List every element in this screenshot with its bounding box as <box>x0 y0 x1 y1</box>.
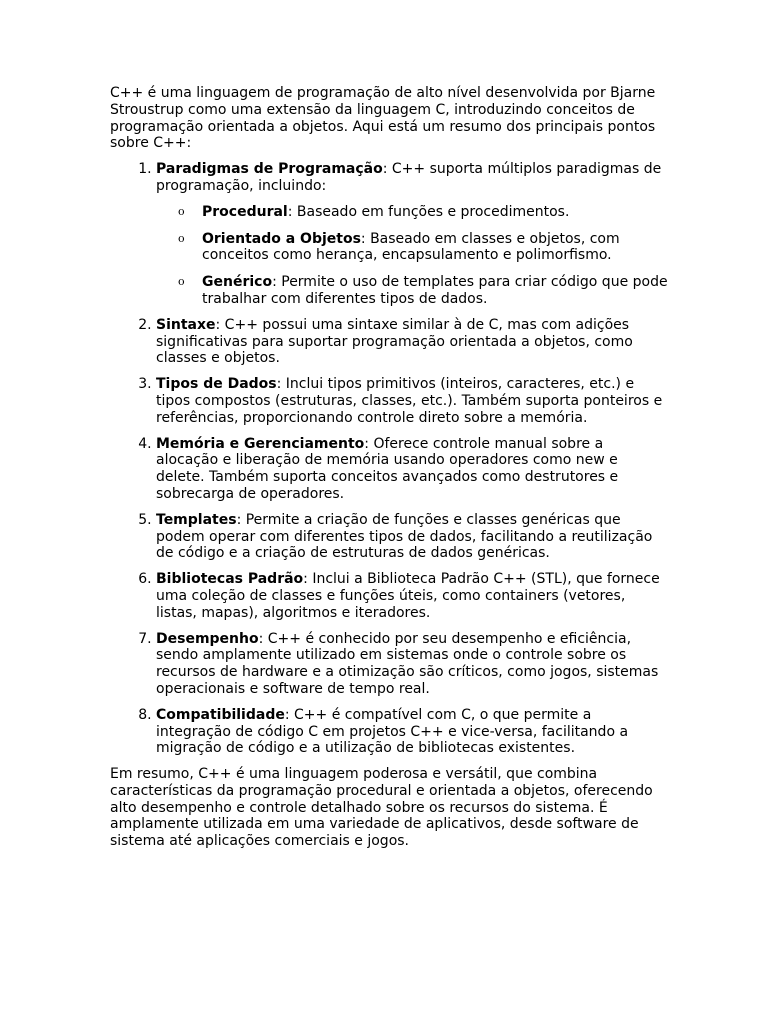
item-text: : Oferece controle manual sobre a alocação e liberação de memória usando operadores como new e delete. Também suporta conceitos avançados como destrutores e sobrecarga de operadores. <box>156 435 619 502</box>
list-item <box>156 161 668 308</box>
list-item <box>156 571 668 621</box>
summary-paragraph: Em resumo, C++ é uma linguagem poderosa e versátil, que combina características da programação procedural e orientada a objetos, oferecendo alto desempenho e controle detalhado sobre os recursos do sistema. É amplamente utilizada em uma variedade de aplicativos, desde software de sistema até aplicações comerciais e jogos. <box>110 766 653 850</box>
item-text: : C++ suporta múltiplos paradigmas de programação, incluindo: <box>156 161 662 194</box>
list-item <box>156 512 668 562</box>
subitem-term: Procedural <box>202 203 288 220</box>
item-term: Tipos de Dados <box>156 376 277 393</box>
sublist-item <box>178 230 668 265</box>
bullet-icon: o <box>178 275 185 289</box>
sublist-item <box>178 203 668 221</box>
sublist-item <box>178 274 668 308</box>
subitem-text: : Permite o uso de templates para criar código que pode trabalhar com diferentes tipos de dados. <box>202 274 668 307</box>
item-term: Desempenho <box>156 630 259 647</box>
subitem-text: : Baseado em funções e procedimentos. <box>287 203 570 220</box>
bullet-icon: o <box>178 231 185 245</box>
topics-list <box>110 161 668 757</box>
item-term: Bibliotecas Padrão <box>156 571 304 588</box>
bullet-icon: o <box>178 204 185 218</box>
list-item <box>156 317 668 367</box>
item-text: : Inclui tipos primitivos (inteiros, caracteres, etc.) e tipos compostos (estruturas, classes, etc.). Também suporta ponteiros e referências, proporcionando controle direto sobre a memória. <box>156 376 663 426</box>
list-item <box>156 631 668 698</box>
item-term: Paradigmas de Programação <box>156 161 383 178</box>
item-text: : C++ possui uma sintaxe similar à de C, mas com adições significativas para suportar programação orientada a objetos, como classes e objetos. <box>156 316 633 367</box>
list-item <box>156 376 668 426</box>
item-text: : Inclui a Biblioteca Padrão C++ (STL), que fornece uma coleção de classes e funções úteis, como containers (vetores, listas, mapas), algoritmos e iteradores. <box>156 571 660 621</box>
item-text: : C++ é compatível com C, o que permite a integração de código C em projetos C++ e vice-versa, facilitando a migração de código e a utilização de bibliotecas existentes. <box>156 706 629 757</box>
item-text: : Permite a criação de funções e classes genéricas que podem operar com diferentes tipos de dados, facilitando a reutilização de código e a criação de estruturas de dados genéricas. <box>156 511 653 562</box>
intro-paragraph: C++ é uma linguagem de programação de alto nível desenvolvida por Bjarne Stroustrup como uma extensão da linguagem C, introduzindo conceitos de programação orientada a objetos. Aqui está um resumo dos principais pontos sobre C++: <box>110 85 656 152</box>
paradigms-sublist <box>156 204 668 308</box>
list-item <box>156 436 668 503</box>
subitem-term: Genérico <box>202 274 273 291</box>
list-item <box>156 707 668 757</box>
item-term: Templates <box>156 511 237 528</box>
item-term: Memória e Gerenciamento <box>156 435 365 452</box>
subitem-term: Orientado a Objetos <box>202 230 361 247</box>
subitem-text: : Baseado em classes e objetos, com conceitos como herança, encapsulamento e polimorfismo. <box>202 230 620 264</box>
item-text: : C++ é conhecido por seu desempenho e eficiência, sendo amplamente utilizado em sistemas onde o controle sobre os recursos de hardware e a otimização são críticos, como jogos, sistemas operacionais e software de tempo real. <box>156 630 659 697</box>
item-term: Sintaxe <box>156 316 216 333</box>
item-term: Compatibilidade <box>156 706 285 723</box>
